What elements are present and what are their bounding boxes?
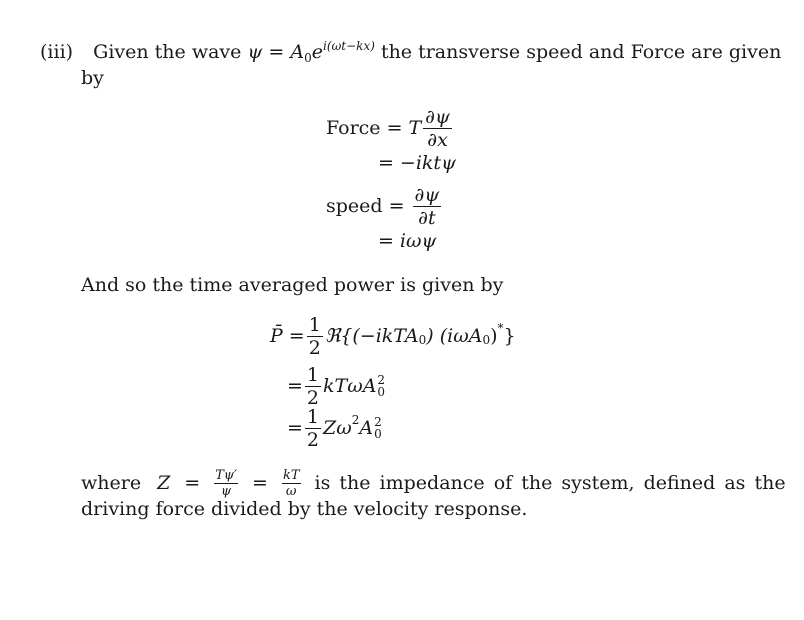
- intro-text-b: the transverse speed and Force are given: [380, 41, 782, 63]
- fraction-denominator: ∂x: [427, 128, 448, 151]
- item-label: (iii): [40, 41, 74, 63]
- fraction-numerator: 1: [308, 313, 321, 336]
- exponent: i(ωt−kx): [322, 39, 375, 53]
- power-line-3: [287, 404, 382, 452]
- closing-line-1: [81, 466, 786, 500]
- real-part-expr-a: ℜ{(−ikTA: [324, 325, 419, 347]
- psi-symbol: ψ: [247, 41, 263, 63]
- force-result: [378, 150, 456, 176]
- fraction-numerator: 1: [306, 405, 320, 428]
- superscript: 2: [351, 413, 360, 427]
- fraction-denominator: 2: [306, 428, 320, 451]
- paren-close: ): [490, 325, 498, 347]
- superscript: 2: [377, 373, 386, 387]
- one-half: [305, 364, 321, 409]
- power-line-2: [287, 362, 385, 410]
- equals-sign: =: [386, 117, 403, 139]
- equals-sign: =: [252, 472, 268, 494]
- speed-label: speed: [326, 195, 383, 217]
- fraction-denominator: ω: [285, 483, 297, 499]
- force-label: Force: [326, 117, 381, 139]
- subscript: 0: [374, 427, 382, 441]
- subscript: 0: [377, 385, 386, 399]
- power-expr: kTωA: [323, 375, 377, 397]
- amplitude-symbol: A: [290, 41, 305, 63]
- fraction-denominator: ψ: [221, 483, 232, 499]
- amplitude-subscript: 0: [304, 51, 312, 65]
- equals-sign: =: [288, 325, 305, 347]
- conjugate-star: *: [497, 321, 504, 335]
- one-half: [307, 314, 323, 359]
- one-half: [305, 406, 321, 451]
- equals-sign: =: [388, 195, 405, 217]
- equals-sign: =: [184, 472, 201, 494]
- intro-text-a: Given the wave: [93, 41, 242, 63]
- amplitude-symbol: A: [359, 417, 374, 439]
- speed-result-expr: iωψ: [399, 230, 437, 252]
- partial-derivative-t: [413, 184, 442, 229]
- subscript: 0: [482, 333, 491, 347]
- closing-line-2: driving force divided by the velocity response.: [81, 498, 528, 520]
- tension-symbol: T: [408, 117, 422, 139]
- impedance-fraction-1: [214, 468, 238, 499]
- brace-close: }: [503, 325, 516, 347]
- speed-result: [378, 228, 436, 254]
- intro-line-2: by: [81, 67, 104, 89]
- equals-sign: =: [268, 41, 285, 63]
- force-result-expr: −iktψ: [399, 152, 456, 174]
- subscript: 0: [418, 333, 427, 347]
- speed-equation: [326, 182, 443, 230]
- equals-sign: =: [378, 152, 394, 174]
- average-power-symbol: P̄: [270, 325, 283, 347]
- impedance-symbol: Z: [157, 472, 171, 494]
- real-part-expr-b: ) (iωA: [426, 325, 483, 347]
- fraction-denominator: 2: [306, 386, 320, 409]
- intro-line-1: [40, 40, 781, 66]
- fraction-numerator: ∂ψ: [425, 105, 450, 128]
- power-intro: And so the time averaged power is given by: [81, 274, 504, 296]
- equals-sign: =: [287, 375, 303, 397]
- impedance-fraction-2: [282, 468, 301, 499]
- partial-derivative-x: [423, 106, 452, 151]
- fraction-numerator: ∂ψ: [414, 183, 440, 206]
- fraction-numerator: 1: [306, 363, 320, 386]
- fraction-numerator: Tψ′: [215, 467, 238, 483]
- power-line-1: [270, 312, 516, 360]
- fraction-numerator: kT: [282, 467, 300, 483]
- fraction-denominator: ∂t: [418, 206, 436, 229]
- force-equation: [326, 104, 454, 152]
- equals-sign: =: [378, 230, 394, 252]
- exp-base: e: [311, 41, 323, 63]
- equals-sign: =: [287, 417, 303, 439]
- impedance-expr: Zω: [323, 417, 352, 439]
- where-word: where: [81, 472, 142, 494]
- closing-text: is the impedance of the system, defined as the: [314, 472, 786, 494]
- superscript: 2: [374, 415, 382, 429]
- fraction-denominator: 2: [308, 336, 321, 359]
